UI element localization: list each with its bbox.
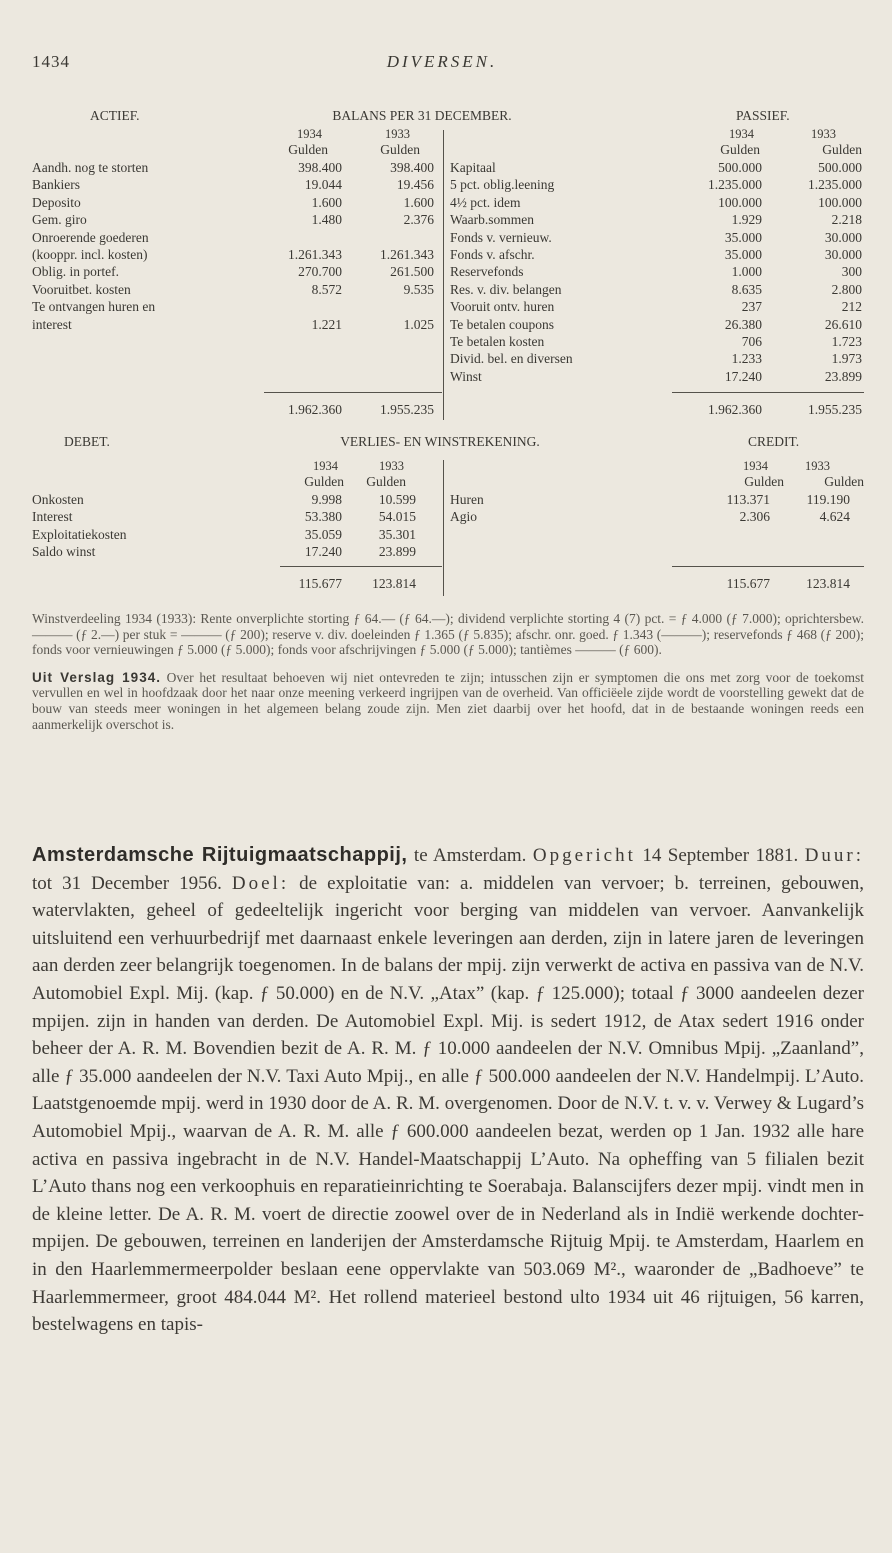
asset-value-1933: 398.400 [390,160,434,175]
balance-total-right-1934: 1.962.360 [708,402,762,417]
liability-name: Res. v. div. belangen [450,281,562,297]
asset-value-1933: 1.261.343 [380,247,434,262]
pnl-total-rule-left [280,566,442,567]
liability-name: Winst [450,368,482,384]
asset-value-1933: 2.376 [403,212,434,228]
credit-row [32,492,864,508]
page-number: 1434 [32,52,70,71]
liability-row [32,351,864,367]
article-body: de exploitatie van: a. middelen van vervoer; b. terreinen, gebouwen, watervlakten, geheel of gedeeltelijk ingericht voor berging van middelen van vervoer. Aanvankelijk uitsluitend een verhuurbedrijf met daarnaast enkele leveringen aan derden, zijn in latere jaren de leveringen aan derden zeer belangrijk toegenomen. In de balans der mpij. zijn verwerkt de activa en passiva van de N.V. Automobiel Expl. Mij. (kap. ƒ 50.000) en de N.V. „Atax” (kap. ƒ 125.000); totaal ƒ 3000 aandeelen dezer mpijen. zijn in handen van derden. De Automobiel Expl. Mij. is sedert 1912, de Atax sedert 1916 onder beheer der A. R. M. Bovendien bezit de A. R. M. ƒ 10.000 aandeelen der N.V. Omnibus Mpij. „Zaanland”, alle ƒ 35.000 aandeelen der N.V. Taxi Auto Mpij., en alle ƒ 500.000 aandeelen der N.V. Handelmpij. L’Auto. Laatstgenoemde mpij. werd in 1930 door de A. R. M. overgenomen. Door de N.V. t. v. v. Verwey & Lugard’s Automobiel Mpij., waarvan de A. R. M. alle ƒ 600.000 aandeelen bezat, werden op 1 Jan. 1932 alle hare activa en passiva ingebracht in de N.V. Handel-Maatschappij L’Auto. Na opheffing van 5 filialen bezit L’Auto thans nog een verkoophuis en reparatieinrichting te Soerabaja. Balanscijfers dezer mpij. vindt men in de kleine letter. De A. R. M. voert de directie zoowel over de in Nederland als in Indië werkende dochter-mpijen. De gebouwen, terreinen en landerijen der Amsterdamsche Rijtuig Mpij. te Amsterdam, Haarlem en in den Haarlemmermeerpolder beslaan eene oppervlakte van 503.069 M²., waaronder de „Badhoeve” te Haarlemmermeer, groot 484.044 M². Het rollend materieel bestond ulto 1934 uit 46 rijtuigen, 56 karren, bestelwagens en tapis- [32,872,865,1336]
pnl-year-1934-right: 1934 [743,459,768,473]
duur-value: tot 31 December 1956. [32,872,222,894]
credit-name: Agio [450,509,477,525]
asset-value-1934: 1.480 [311,212,342,228]
pnl-total-rule-right [672,566,864,567]
liability-row [32,247,864,263]
debit-name: Interest [32,509,73,525]
liability-row [32,317,864,333]
liability-name: Fonds v. afschr. [450,247,535,262]
asset-value-1934: 398.400 [298,160,342,175]
pnl-unit-1934-left: Gulden [304,474,344,489]
pnl-year-1933-left: 1933 [379,459,404,473]
credit-name: Huren [450,492,484,507]
balance-total-right-1933: 1.955.235 [808,402,862,417]
asset-value-1933: 1.600 [403,194,434,210]
asset-name: Oblig. in portef. [32,264,119,280]
liability-value-1934: 1.000 [731,264,762,280]
liability-value-1934: 1.929 [731,212,762,228]
debit-value-1934: 17.240 [304,544,342,560]
liability-row [32,160,864,176]
balance-total-left-1933: 1.955.235 [380,402,434,417]
company-location: te Amsterdam. [413,845,527,866]
asset-name: Vooruitbet. kosten [32,281,131,297]
debit-row [32,544,864,560]
liability-value-1934: 1.233 [731,351,762,367]
debit-name: Exploitatiekosten [32,526,127,542]
liability-value-1934: 26.380 [724,316,762,332]
balance-divider [443,130,444,420]
winstverdeeling-text: Winstverdeeling 1934 (1933): Rente onverplichte storting ƒ 64.— (ƒ 64.—); dividend verplichte storting 4 (7) pct. = ƒ 4.000 (ƒ 7.000); oprichtersbew. ——— (ƒ 2.—) per stuk = ——— (ƒ 200); reserve v. div. doeleinden ƒ 1.365 (ƒ 5.835); afschr. onr. goed. ƒ 1.343 (———); reservefonds ƒ 468 (ƒ 200); fonds voor vernieuwingen ƒ 5.000 (ƒ 5.000); fonds voor afschrijvingen ƒ 5.000 (ƒ 5.000); tantièmes ——— (ƒ 600). [32,611,864,658]
liability-value-1933: 1.723 [831,334,862,349]
debit-value-1933: 10.599 [378,492,416,507]
balance-unit-1933-left: Gulden [380,142,420,157]
liability-value-1933: 212 [841,299,862,315]
asset-value-1934: 19.044 [304,177,342,193]
balance-year-1933-right: 1933 [811,127,836,141]
asset-value-1933: 1.025 [403,316,434,332]
debit-value-1933: 23.899 [378,544,416,560]
credit-value-1933: 119.190 [806,492,850,507]
page-header [32,52,852,76]
liability-value-1934: 1.235.000 [708,177,762,193]
liability-value-1933: 1.973 [831,351,862,367]
liability-name: Vooruit ontv. huren [450,299,555,315]
company-name: Amsterdamsche Rijtuigmaatschappij, [32,844,408,866]
balance-year-1934-right: 1934 [729,127,754,141]
balance-right-label: PASSIEF. [736,108,790,123]
credit-value-1933: 4.624 [819,509,850,525]
credit-value-1934: 113.371 [726,492,770,507]
liability-value-1933: 1.235.000 [808,177,862,193]
credit-value-1934: 2.306 [739,509,770,525]
liability-name: Fonds v. vernieuw. [450,229,552,245]
liability-value-1933: 30.000 [824,229,862,245]
debit-value-1934: 9.998 [311,492,342,507]
debit-value-1934: 35.059 [304,526,342,542]
liability-value-1934: 35.000 [724,229,762,245]
asset-name: interest [32,316,72,332]
pnl-unit-1934-right: Gulden [744,474,784,489]
liability-value-1933: 2.800 [831,281,862,297]
balance-year-1934-left: 1934 [297,127,322,141]
debit-name: Onkosten [32,492,84,507]
balance-sheet [32,108,864,420]
pnl-year-1934-left: 1934 [313,459,338,473]
liability-row [32,334,864,350]
liability-name: Te betalen kosten [450,334,545,349]
liability-value-1934: 500.000 [718,160,762,175]
liability-row [32,264,864,280]
balance-unit-1934-left: Gulden [288,142,328,157]
asset-name: Gem. giro [32,212,87,228]
debit-name: Saldo winst [32,544,96,560]
asset-value-1934: 1.261.343 [288,247,342,262]
pnl-total-left-1934: 115.677 [298,576,342,591]
balance-unit-1933-right: Gulden [822,142,862,157]
liability-value-1933: 30.000 [824,247,862,262]
asset-value-1934: 1.600 [311,194,342,210]
debit-value-1933: 35.301 [378,526,416,542]
asset-name: Onroerende goederen [32,229,149,245]
debit-value-1934: 53.380 [304,509,342,525]
liability-name: 5 pct. oblig.leening [450,177,555,193]
liability-row [32,230,864,246]
asset-value-1933: 9.535 [403,281,434,297]
asset-name: (kooppr. incl. kosten) [32,247,148,262]
pnl-unit-1933-right: Gulden [824,474,864,489]
liability-name: Reservefonds [450,264,524,280]
asset-value-1934: 1.221 [311,316,342,332]
liability-name: 4½ pct. idem [450,194,521,210]
asset-name: Aandh. nog te storten [32,160,149,175]
pnl-total-right-1934: 115.677 [726,576,770,591]
notes-block [32,611,864,732]
liability-value-1934: 237 [741,299,762,315]
pnl-right-label: CREDIT. [748,434,800,449]
liability-value-1933: 26.610 [824,316,862,332]
article [32,842,864,1339]
liability-value-1933: 2.218 [831,212,862,228]
balance-left-label: ACTIEF. [90,108,140,123]
verslag-text: Over het resultaat behoeven wij niet ontevreden te zijn; intusschen zijn er symptomen die ons met zorg voor de toekomst vervullen en wel in hoofdzaak door het naar onze meening verkeerd ingrijpen van de overheid. Van officiëele zijde wordt de voorstelling gewekt dat de bouw van steeds meer woningen in het algemeen belang zoude zijn. Men ziet daarbij over het hoofd, dat in de bestaande woningen reeds een aanmerkelijk overschot is. [32,669,864,732]
liability-name: Waarb.sommen [450,212,535,228]
liability-name: Kapitaal [450,160,496,175]
liability-value-1934: 17.240 [724,368,762,384]
debit-row [32,527,864,543]
credit-row [32,509,864,525]
liability-value-1933: 500.000 [818,160,862,175]
balance-center-label: BALANS PER 31 DECEMBER. [332,108,512,123]
liability-value-1934: 35.000 [724,247,762,262]
liability-name: Te betalen coupons [450,316,555,332]
balance-total-rule-right [672,392,864,393]
pnl-total-left-1933: 123.814 [372,576,416,591]
asset-value-1934: 270.700 [298,264,342,280]
asset-name: Deposito [32,194,81,210]
liability-value-1933: 100.000 [818,194,862,210]
liability-value-1934: 8.635 [731,281,762,297]
liability-row [32,369,864,385]
liability-row [32,299,864,315]
asset-value-1933: 261.500 [390,264,434,280]
pnl-center-label: VERLIES- EN WINSTREKENING. [340,434,540,449]
duur-label: Duur: [804,845,865,866]
asset-name: Te ontvangen huren en [32,299,156,315]
balance-year-1933-left: 1933 [385,127,410,141]
liability-value-1934: 706 [741,334,762,349]
doel-label: Doel: [231,872,290,894]
debit-value-1933: 54.015 [378,509,416,525]
opgericht-date: 14 September 1881. [642,845,799,866]
asset-value-1934: 8.572 [311,281,342,297]
article-paragraph [32,842,864,1339]
liability-value-1933: 300 [841,264,862,280]
opgericht-label: Opgericht [532,845,636,866]
liability-row [32,212,864,228]
pnl-total-right-1933: 123.814 [806,576,850,591]
pnl-left-label: DEBET. [64,434,110,449]
liability-value-1934: 100.000 [718,194,762,210]
liability-row [32,282,864,298]
asset-value-1933: 19.456 [396,177,434,193]
liability-row [32,177,864,193]
liability-value-1933: 23.899 [824,368,862,384]
balance-total-left-1934: 1.962.360 [288,402,342,417]
asset-name: Bankiers [32,177,80,193]
liability-name: Divid. bel. en diversen [450,351,573,367]
pnl-unit-1933-left: Gulden [366,474,406,489]
profit-loss-account [32,434,864,596]
balance-total-rule-left [264,392,442,393]
page-title: DIVERSEN. [386,52,498,71]
verslag-paragraph [32,670,864,732]
verslag-label: Uit Verslag 1934. [32,669,161,685]
balance-unit-1934-right: Gulden [720,142,760,157]
liability-row [32,195,864,211]
pnl-year-1933-right: 1933 [805,459,830,473]
